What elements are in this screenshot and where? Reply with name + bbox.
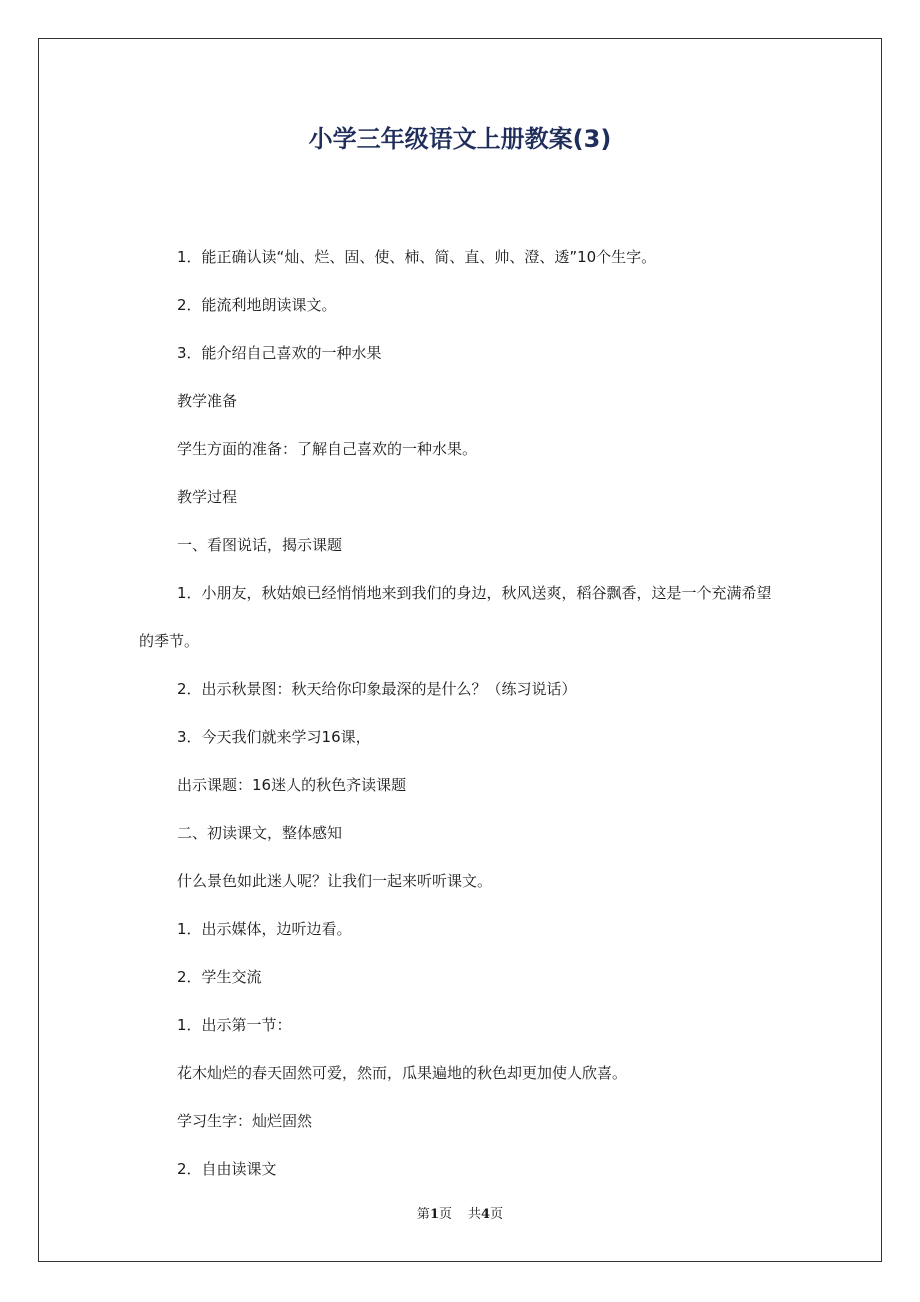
paragraph: 2．能流利地朗读课文。 bbox=[177, 296, 337, 314]
paragraph: 3．今天我们就来学习16课， bbox=[177, 728, 371, 746]
paragraph: 2．自由读课文 bbox=[177, 1160, 277, 1178]
total-suffix: 页 bbox=[490, 1207, 504, 1222]
paragraph: 2．学生交流 bbox=[177, 968, 262, 986]
paragraph: 1．小朋友，秋姑娘已经悄悄地来到我们的身边，秋风送爽，稻谷飘香，这是一个充满希望的季节。 bbox=[139, 584, 772, 650]
paragraph: 学生方面的准备：了解自己喜欢的一种水果。 bbox=[177, 440, 478, 458]
page-prefix: 第 bbox=[416, 1207, 430, 1222]
page-suffix: 页 bbox=[438, 1207, 452, 1222]
total-pages: 4 bbox=[481, 1207, 491, 1222]
paragraph: 学习生字：灿烂固然 bbox=[177, 1112, 313, 1130]
document-body bbox=[139, 243, 781, 1203]
page-number: 1 bbox=[429, 1207, 439, 1222]
paragraph: 出示课题：16迷人的秋色齐读课题 bbox=[177, 776, 407, 794]
section-heading: 二、初读课文，整体感知 bbox=[177, 824, 343, 842]
paragraph: 1．能正确认读“灿、烂、固、使、柿、简、直、帅、澄、透”10个生字。 bbox=[177, 248, 657, 266]
paragraph: 2．出示秋景图：秋天给你印象最深的是什么？（练习说话） bbox=[177, 680, 577, 698]
paragraph: 什么景色如此迷人呢？让我们一起来听听课文。 bbox=[177, 872, 493, 890]
section-heading: 一、看图说话，揭示课题 bbox=[177, 536, 343, 554]
paragraph: 1．出示媒体，边听边看。 bbox=[177, 920, 352, 938]
document-title: 小学三年级语文上册教案(3) bbox=[308, 125, 612, 153]
section-heading: 教学过程 bbox=[177, 488, 238, 506]
section-heading: 教学准备 bbox=[177, 392, 238, 410]
page-footer bbox=[0, 1206, 920, 1224]
paragraph: 花木灿烂的春天固然可爱，然而，瓜果遍地的秋色却更加使人欣喜。 bbox=[177, 1064, 628, 1082]
paragraph: 1．出示第一节： bbox=[177, 1016, 292, 1034]
total-prefix: 共 bbox=[468, 1207, 482, 1222]
paragraph: 3．能介绍自己喜欢的一种水果 bbox=[177, 344, 382, 362]
